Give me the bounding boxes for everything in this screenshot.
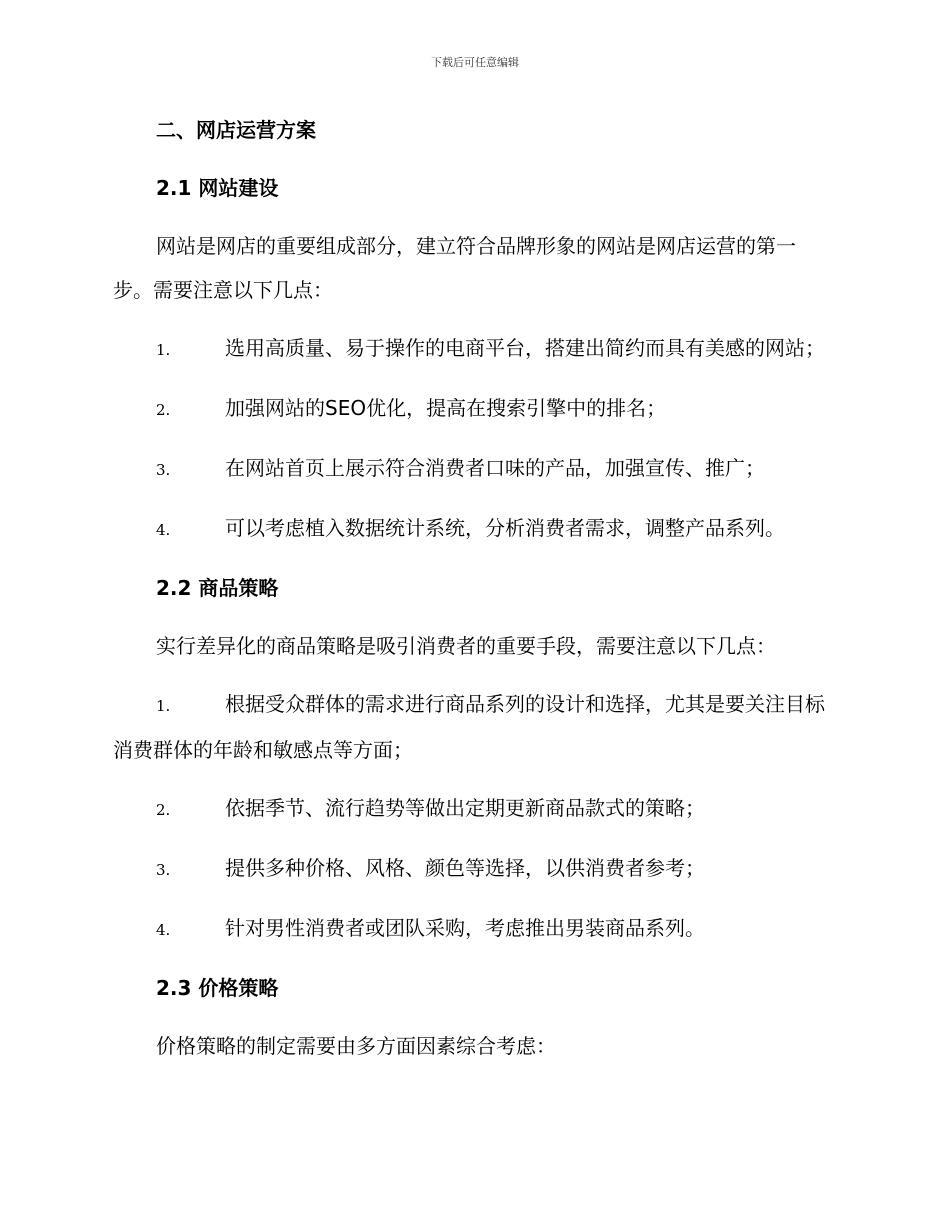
list-number: 3. — [156, 861, 171, 879]
list-text: 加强网站的SEO优化，提高在搜索引擎中的排名； — [225, 396, 667, 420]
list-item — [113, 682, 835, 772]
list-item — [113, 906, 835, 952]
list-number: 2. — [156, 801, 171, 819]
paragraph: 实行差异化的商品策略是吸引消费者的重要手段，需要注意以下几点： — [156, 634, 776, 658]
list-text: 依据季节、流行趋势等做出定期更新商品款式的策略； — [225, 796, 705, 820]
list-item — [113, 326, 835, 372]
list-item — [113, 506, 835, 552]
list-text: 针对男性消费者或团队采购，考虑推出男装商品系列。 — [225, 916, 705, 940]
list-number: 2. — [156, 401, 171, 419]
paragraph: 网站是网店的重要组成部分，建立符合品牌形象的网站是网店运营的第一步。需要注意以下几点： — [113, 234, 796, 302]
list-number: 1. — [156, 697, 171, 715]
list-item — [113, 846, 835, 892]
list-item — [113, 786, 835, 832]
subsection-heading: 2.2 商品策略 — [156, 576, 279, 600]
list-number: 1. — [156, 341, 171, 359]
list-text: 根据受众群体的需求进行商品系列的设计和选择，尤其是要关注目标消费群体的年龄和敏感点等方面； — [113, 692, 825, 762]
subsection-heading: 2.3 价格策略 — [156, 976, 279, 1000]
list-text: 选用高质量、易于操作的电商平台，搭建出简约而具有美感的网站； — [225, 336, 825, 360]
list-text: 在网站首页上展示符合消费者口味的产品，加强宣传、推广； — [225, 456, 765, 480]
page-header: 下载后可任意编辑 — [431, 56, 519, 69]
document-body — [113, 108, 835, 1068]
section-title: 二、网店运营方案 — [156, 118, 316, 142]
subsection-heading: 2.1 网站建设 — [156, 176, 279, 200]
list-number: 4. — [156, 521, 171, 539]
list-number: 3. — [156, 461, 171, 479]
list-item — [113, 386, 835, 432]
list-item — [113, 446, 835, 492]
list-text: 提供多种价格、风格、颜色等选择，以供消费者参考； — [225, 856, 705, 880]
list-text: 可以考虑植入数据统计系统，分析消费者需求，调整产品系列。 — [225, 516, 785, 540]
list-number: 4. — [156, 921, 171, 939]
paragraph: 价格策略的制定需要由多方面因素综合考虑： — [156, 1034, 556, 1058]
